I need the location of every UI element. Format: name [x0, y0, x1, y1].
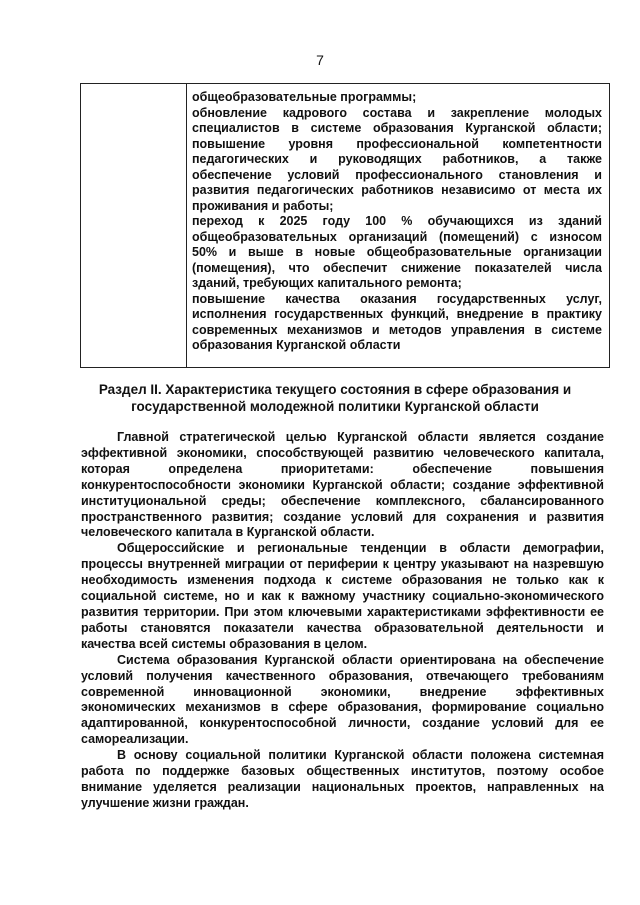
table-text-line: развития педагогических работников независимо от места их — [192, 183, 602, 197]
page-number: 7 — [316, 52, 324, 68]
body-text-line: Общероссийские и региональные тенденции в области демографии, — [117, 541, 604, 556]
section-heading — [60, 381, 610, 415]
body-text-line: социальной системе, но и как к важному участнику социально-экономического — [81, 589, 604, 604]
body-text-line: которая определена приоритетами: обеспечение повышения — [81, 461, 604, 476]
table-column-divider — [186, 84, 187, 367]
body-text-line: внимание уделяется реализации национальных проектов, направленных на — [81, 779, 604, 794]
body-text-line: работа по поддержке базовых общественных институтов, поэтому особое — [81, 764, 604, 779]
table-text-line: (помещения), что обеспечит снижение показателей числа — [192, 260, 602, 275]
table-text-line: общеобразовательные программы; — [192, 90, 417, 104]
body-text-line: экономических механизмов в сфере образования, формирование социально — [81, 700, 604, 715]
programme-table — [80, 83, 610, 368]
body-text-line: современной инновационной экономики, внедрение эффективных — [81, 684, 604, 699]
body-text-line: самореализации. — [81, 732, 189, 747]
body-text-line: Система образования Курганской области ориентирована на обеспечение — [117, 652, 604, 667]
table-text-line: общеобразовательных организаций (помещений) с износом — [192, 229, 602, 244]
table-text-line: обеспечение условий профессионального становления и — [192, 167, 602, 182]
section-heading-line-1: Раздел II. Характеристика текущего состояния в сфере образования и — [98, 382, 572, 397]
body-text-line: Главной стратегической целью Курганской области является создание — [117, 430, 604, 444]
body-text-line: улучшение жизни граждан. — [81, 795, 249, 810]
table-text-line: педагогических и руководящих работников, а также — [192, 152, 602, 166]
table-text-line: обновление кадрового состава и закрепление молодых — [192, 105, 602, 120]
section-heading-line-2: государственной молодежной политики Курганской области — [131, 399, 539, 414]
table-text-line: повышение качества оказания государственных услуг, — [192, 291, 602, 306]
table-text-line: образования Курганской области — [192, 338, 401, 352]
body-text — [81, 430, 604, 812]
table-text-line: 50% и выше в новые общеобразовательные организации — [192, 245, 602, 259]
body-text-line: процессы внутренней миграции от периферии к центру указывают на назревшую — [81, 557, 604, 572]
body-text-line: работы становятся показатели качества образовательной деятельности и — [81, 620, 604, 635]
body-text-line: пространственного развития; создание условий для сохранения и развития — [81, 509, 604, 524]
body-text-line: качества всей системы образования в целом. — [81, 636, 368, 651]
table-text-line: специалистов в системе образования Курганской области; — [192, 121, 602, 135]
body-text-line: условий получения качественного образования, отвечающего требованиям — [81, 668, 604, 683]
table-text-line: исполнения государственных функций, внедрение в практику — [192, 307, 602, 321]
table-text-line: современных механизмов и методов управления в системе — [192, 322, 602, 337]
body-text-line: необходимость изменения подхода к системе образования не только как к — [81, 573, 604, 588]
body-text-line: развития территории. При этом ключевыми характеристиками эффективности ее — [81, 604, 604, 619]
body-text-line: конкурентоспособности экономики Курганской области; создание эффективной — [81, 477, 604, 492]
table-text-line: повышение уровня профессиональной компетентности — [192, 136, 602, 151]
body-text-line: человеческого капитала в Курганской области. — [81, 525, 375, 540]
table-text-line: проживания и работы; — [192, 198, 334, 213]
body-text-line: институциональной среды; обеспечение комплексного, сбалансированного — [81, 493, 604, 508]
body-text-line: эффективной экономики, способствующей развитию человеческого капитала, — [81, 445, 604, 460]
table-right-cell — [192, 90, 602, 354]
table-text-line: зданий, требующих капитального ремонта; — [192, 276, 462, 290]
body-text-line: адаптированной, конкурентоспособной личности, создание условий для ее — [81, 716, 604, 731]
body-text-line: В основу социальной политики Курганской области положена системная — [117, 748, 604, 763]
table-text-line: переход к 2025 году 100 % обучающихся из зданий — [192, 214, 602, 228]
